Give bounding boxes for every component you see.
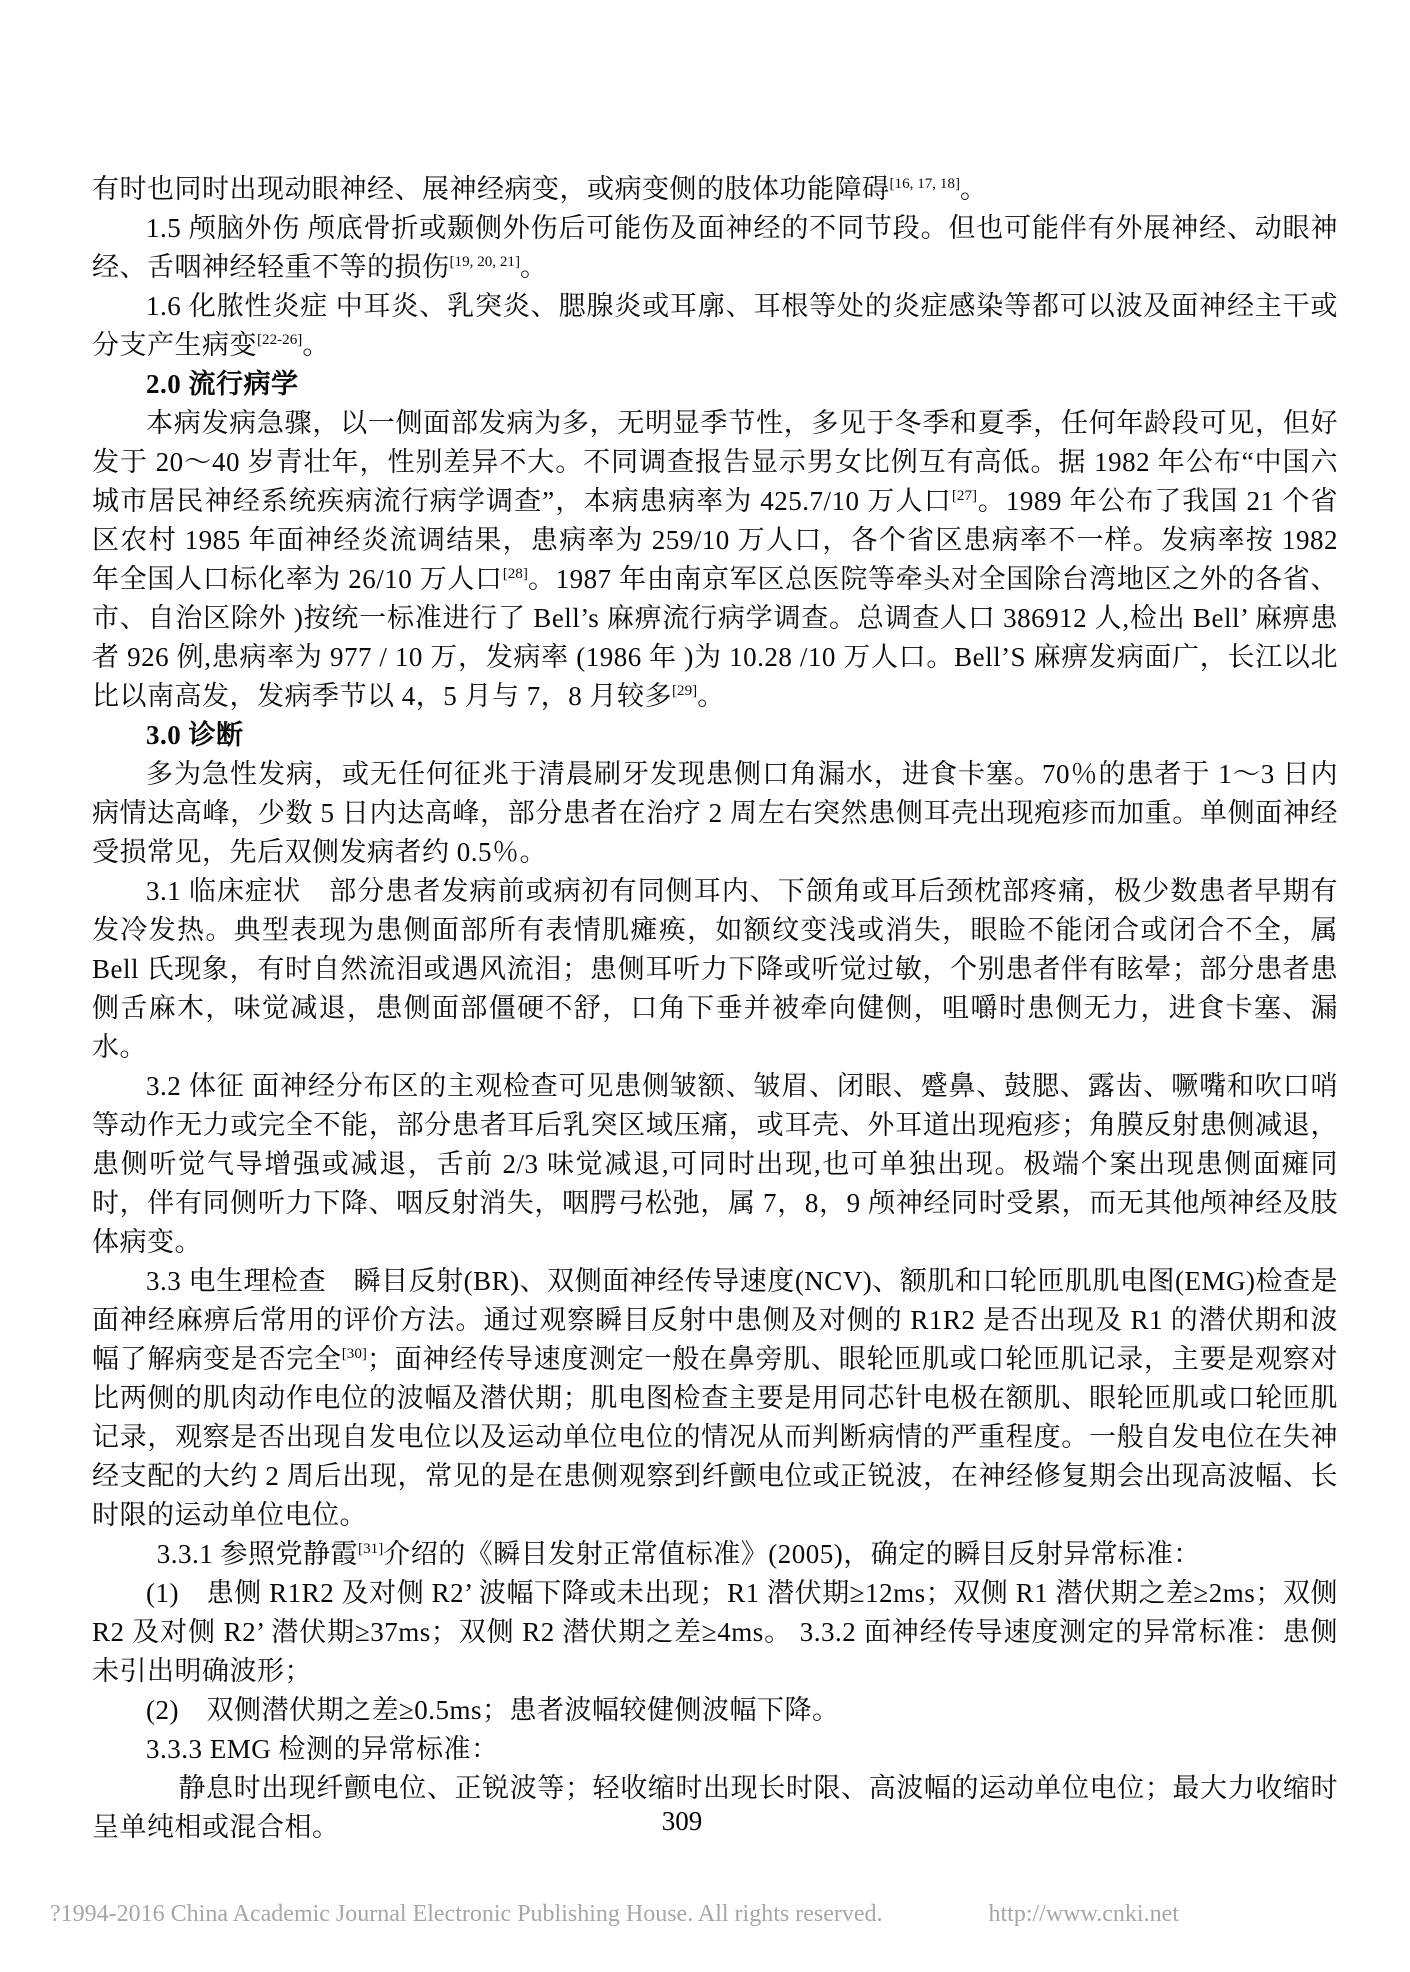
para-criterion-2: (2) 双侧潜伏期之差≥0.5ms；患者波幅较健侧波幅下降。: [146, 1695, 840, 1725]
reference-superscript: [31]: [358, 1541, 384, 1557]
footer-copyright: ?1994-2016 China Academic Journal Electronic Publishing House. All rights reserved.: [50, 1901, 883, 1927]
reference-superscript: [28]: [502, 566, 528, 582]
para-3-3-1-blink-reflex-standard: 3.3.1 参照党静霞[31]介绍的《瞬目发射正常值标准》(2005)，确定的瞬目反射异常标准：: [156, 1539, 1201, 1569]
heading-3-0-diagnosis: 3.0 诊断: [146, 720, 244, 750]
cnki-footer: [50, 1901, 1179, 1928]
para-diagnosis-onset: 多为急性发病，或无任何征兆于清晨刷牙发现患侧口角漏水，进食卡塞。70％的患者于 1～3 日内病情达高峰，少数 5 日内达高峰，部分患者在治疗 2 周左右突然患侧耳壳出现疱疹而加重。单侧面神经受损常见，先后双侧发病者约 0.5％。: [92, 759, 1338, 867]
para-3-3-3-emg-criteria: 3.3.3 EMG 检测的异常标准：: [146, 1734, 499, 1764]
reference-superscript: [16, 17, 18]: [889, 176, 961, 192]
para-emg-findings: 静息时出现纤颤电位、正锐波等；轻收缩时出现长时限、高波幅的运动单位电位；最大力收缩时呈单纯相或混合相。: [92, 1773, 1338, 1842]
para-1-5-head-trauma: 1.5 颅脑外伤 颅底骨折或颞侧外伤后可能伤及面神经的不同节段。但也可能伴有外展神经、动眼神经、舌咽神经轻重不等的损伤[19, 20, 21]。: [92, 213, 1338, 282]
reference-superscript: [30]: [341, 1346, 367, 1362]
para-3-3-electrophysiology: 3.3 电生理检查 瞬目反射(BR)、双侧面神经传导速度(NCV)、额肌和口轮匝肌肌电图(EMG)检查是面神经麻痹后常用的评价方法。通过观察瞬目反射中患侧及对侧的 R1R2 是否出现及 R1 的潜伏期和波幅了解病变是否完全[30]；面神经传导速度测定一般在鼻旁肌、眼轮匝肌或口轮匝肌记录，主要是观察对比两侧的肌肉动作电位的波幅及潜伏期；肌电图检查主要是用同芯针电极在额肌、眼轮匝肌或口轮匝肌记录，观察是否出现自发电位以及运动单位电位的情况从而判断病情的严重程度。一般自发电位在失神经支配的大约 2 周后出现，常见的是在患侧观察到纤颤电位或正锐波，在神经修复期会出现高波幅、长时限的运动单位电位。: [92, 1266, 1339, 1530]
para-epidemiology: 本病发病急骤，以一侧面部发病为多，无明显季节性，多见于冬季和夏季，任何年龄段可见，但好发于 20～40 岁青壮年，性别差异不大。不同调查报告显示男女比例互有高低。据 1982 年公布“中国六城市居民神经系统疾病流行病学调查”，本病患病率为 425.7/10 万人口[27]。1989 年公布了我国 21 个省区农村 1985 年面神经炎流调结果，患病率为 259/10 万人口，各个省区患病率不一样。发病率按 1982 年全国人口标化率为 26/10 万人口[28]。1987 年由南京军区总医院等牵头对全国除台湾地区之外的各省、市、自治区除外 )按统一标准进行了 Bell’s 麻痹流行病学调查。总调查人口 386912 人,检出 Bell’ 麻痹患者 926 例,患病率为 977 / 10 万，发病率 (1986 年 )为 10.28 /10 万人口。Bell’S 麻痹发病面广，长江以北比以南高发，发病季节以 4，5 月与 7，8 月较多[29]。: [92, 408, 1339, 711]
page-number: 309: [661, 1806, 703, 1836]
para-continuation-cranial-nerve: 有时也同时出现动眼神经、展神经病变，或病变侧的肢体功能障碍[16, 17, 18]。: [92, 174, 988, 204]
reference-superscript: [27]: [951, 488, 978, 504]
reference-superscript: [19, 20, 21]: [449, 254, 521, 270]
heading-2-0-epidemiology: 2.0 流行病学: [146, 369, 299, 399]
para-3-1-clinical-symptoms: 3.1 临床症状 部分患者发病前或病初有同侧耳内、下颌角或耳后颈枕部疼痛，极少数患者早期有发冷发热。典型表现为患侧面部所有表情肌瘫痪，如额纹变浅或消失，眼睑不能闭合或闭合不全，属 Bell 氏现象，有时自然流泪或遇风流泪；患侧耳听力下降或听觉过敏，个别患者伴有眩晕；部分患者患侧舌麻木，味觉减退，患侧面部僵硬不舒，口角下垂并被牵向健侧，咀嚼时患侧无力，进食卡塞、漏水。: [92, 876, 1338, 1062]
reference-superscript: [29]: [672, 683, 698, 699]
para-1-6-suppurative-inflammation: 1.6 化脓性炎症 中耳炎、乳突炎、腮腺炎或耳廓、耳根等处的炎症感染等都可以波及面神经主干或分支产生病变[22-26]。: [92, 291, 1338, 360]
para-3-2-signs: 3.2 体征 面神经分布区的主观检查可见患侧皱额、皱眉、闭眼、蹙鼻、鼓腮、露齿、噘嘴和吹口哨等动作无力或完全不能，部分患者耳后乳突区域压痛，或耳壳、外耳道出现疱疹；角膜反射患侧减退，患侧听觉气导增强或减退，舌前 2/3 味觉减退,可同时出现,也可单独出现。极端个案出现患侧面瘫同时，伴有同侧听力下降、咽反射消失，咽腭弓松弛，属 7，8，9 颅神经同时受累，而无其他颅神经及肢体病变。: [92, 1071, 1338, 1257]
reference-superscript: [22-26]: [257, 332, 303, 348]
article-body: [92, 170, 1338, 1847]
footer-url: http://www.cnki.net: [988, 1901, 1179, 1927]
para-criterion-1: (1) 患侧 R1R2 及对侧 R2’ 波幅下降或未出现；R1 潜伏期≥12ms；双侧 R1 潜伏期之差≥2ms；双侧 R2 及对侧 R2’ 潜伏期≥37ms；双侧 R2 潜伏期之差≥4ms。 3.3.2 面神经传导速度测定的异常标准：患侧未引出明确波形；: [92, 1578, 1338, 1686]
